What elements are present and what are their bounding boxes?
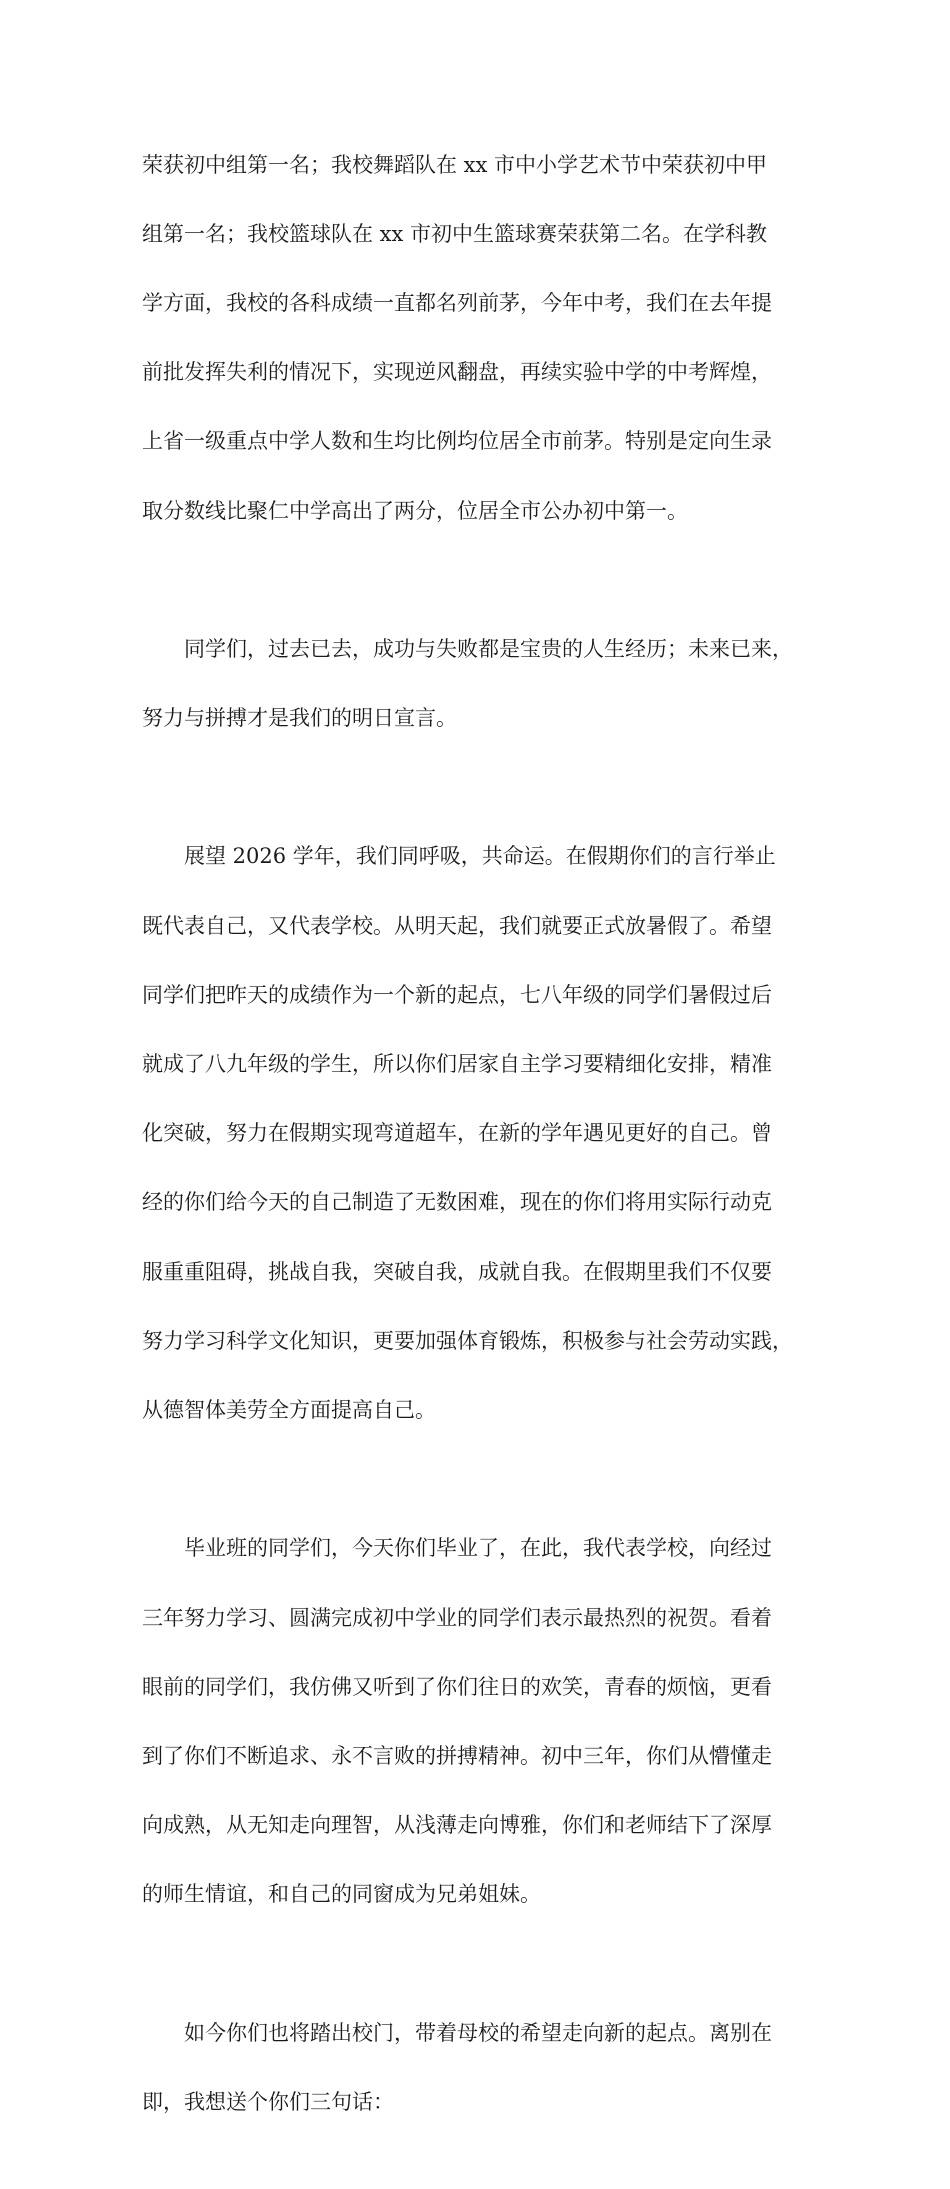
paragraph-2 (142, 597, 832, 770)
text-line: 的师生情谊，和自己的同窗成为兄弟姐妹。 (142, 1882, 541, 1907)
text-line: 同学们，过去已去，成功与失败都是宝贵的人生经历；未来已来， (142, 636, 793, 661)
text-line: 展望 2026 学年，我们同呼吸，共命运。在假期你们的言行举止 (142, 844, 776, 869)
text-line: 服重重阻碍，挑战自我，突破自我，成就自我。在假期里我们不仅要 (142, 1259, 772, 1284)
text-line: 努力与拼搏才是我们的明日宣言。 (142, 706, 457, 731)
text-line: 取分数线比聚仁中学高出了两分，位居全市公办初中第一。 (142, 498, 688, 523)
text-line: 学方面，我校的各科成绩一直都名列前茅，今年中考，我们在去年提 (142, 290, 772, 315)
text-line: 就成了八九年级的学生，所以你们居家自主学习要精细化安排，精准 (142, 1052, 772, 1077)
text-line: 从德智体美劳全方面提高自己。 (142, 1397, 436, 1422)
text-line: 即，我想送个你们三句话： (142, 2089, 394, 2114)
text-line: 化突破，努力在假期实现弯道超车，在新的学年遇见更好的自己。曾 (142, 1121, 772, 1146)
text-line: 努力学习科学文化知识，更要加强体育锻炼，积极参与社会劳动实践， (142, 1328, 793, 1353)
paragraph-1 (142, 113, 832, 563)
paragraph-4 (142, 1497, 832, 1947)
paragraph-5 (142, 1981, 832, 2154)
text-line: 组第一名；我校篮球队在 xx 市初中生篮球赛荣获第二名。在学科教 (142, 221, 768, 246)
text-line: 既代表自己，又代表学校。从明天起，我们就要正式放暑假了。希望 (142, 913, 772, 938)
text-line: 前批发挥失利的情况下，实现逆风翻盘，再续实验中学的中考辉煌， (142, 360, 772, 385)
text-line: 到了你们不断追求、永不言败的拼搏精神。初中三年，你们从懵懂走 (142, 1743, 772, 1768)
text-line: 经的你们给今天的自己制造了无数困难，现在的你们将用实际行动克 (142, 1190, 772, 1215)
document-body (142, 113, 832, 2189)
text-line: 如今你们也将踏出校门，带着母校的希望走向新的起点。离别在 (142, 2020, 772, 2045)
paragraph-3 (142, 805, 832, 1462)
text-line: 荣获初中组第一名；我校舞蹈队在 xx 市中小学艺术节中荣获初中甲 (142, 152, 768, 177)
text-line: 眼前的同学们，我仿佛又听到了你们往日的欢笑，青春的烦恼，更看 (142, 1674, 772, 1699)
text-line: 向成熟，从无知走向理智，从浅薄走向博雅，你们和老师结下了深厚 (142, 1813, 772, 1838)
text-line: 毕业班的同学们，今天你们毕业了，在此，我代表学校，向经过 (142, 1536, 772, 1561)
text-line: 三年努力学习、圆满完成初中学业的同学们表示最热烈的祝贺。看着 (142, 1605, 772, 1630)
text-line: 上省一级重点中学人数和生均比例均位居全市前茅。特别是定向生录 (142, 429, 772, 454)
text-line: 同学们把昨天的成绩作为一个新的起点，七八年级的同学们暑假过后 (142, 982, 772, 1007)
